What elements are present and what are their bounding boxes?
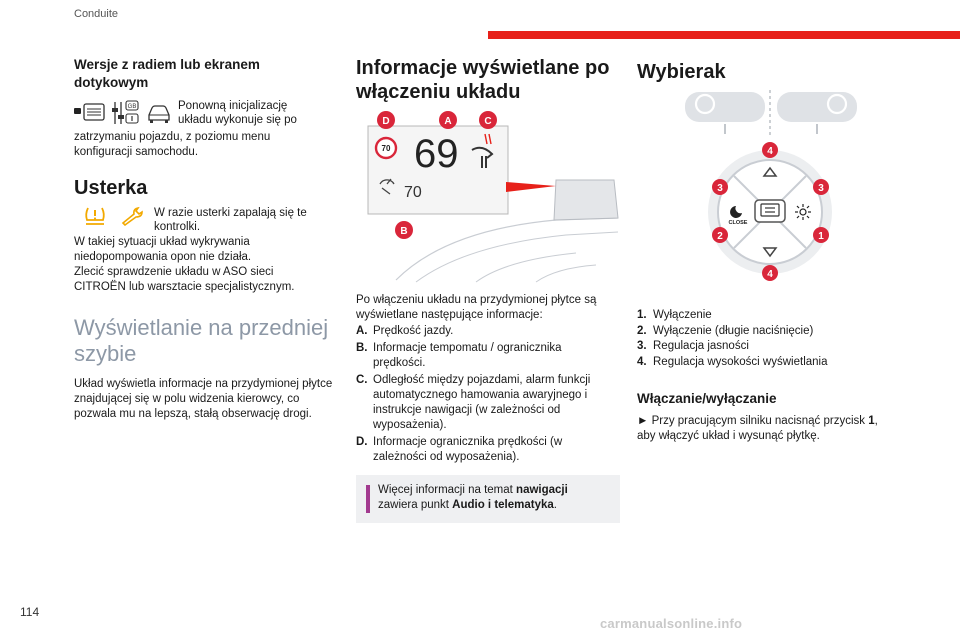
car-icon <box>146 102 172 124</box>
selector-label-2 <box>712 227 728 243</box>
selector-label-4-top <box>762 142 778 158</box>
radio-icons-row <box>74 100 342 127</box>
svg-text:C: C <box>484 116 492 127</box>
radio-heading: Wersje z radiem lub ekranem dotykowym <box>74 57 260 90</box>
note-box <box>356 475 620 523</box>
svg-text:4: 4 <box>767 146 773 157</box>
link-navigation: nawigacji <box>516 484 568 496</box>
tyre-pressure-warning-icon <box>84 206 106 226</box>
header-accent-bar <box>488 31 960 39</box>
label-c <box>479 111 497 129</box>
svg-text:2: 2 <box>717 231 723 242</box>
watermark: carmanualsonline.info <box>600 616 743 631</box>
list-item: A. Prędkość jazdy. <box>356 325 454 337</box>
svg-text:GB: GB <box>127 104 137 110</box>
svg-text:A: A <box>444 116 452 127</box>
selector-label-3-right <box>813 179 829 195</box>
selector-control-diagram <box>637 142 903 282</box>
list-item: 4. Regulacja wysokości wyświetlania <box>637 355 828 368</box>
note-text: Więcej informacji na temat nawigacji zawiera punkt Audio i telematyka. <box>378 484 568 511</box>
section-header: Conduite <box>74 8 119 20</box>
limit-sign-value: 70 <box>381 144 391 153</box>
hud-cruise-value: 70 <box>404 184 422 201</box>
svg-text:D: D <box>382 116 390 127</box>
svg-text:1: 1 <box>818 231 824 242</box>
fault-heading: Usterka <box>74 177 148 199</box>
fault-icons-row <box>74 206 342 234</box>
fault-line-2: Zlecić sprawdzenie układu w ASO sieci CITROËN lub warsztacie specjalistycznym. <box>74 266 295 293</box>
display-intro: Po włączeniu układu na przydymionej płytce są wyświetlane następujące informacje: <box>356 294 597 321</box>
radio-icon-text: Ponowną inicjalizację układu wykonuje się po <box>178 100 297 126</box>
selector-heading: Wybierak <box>637 61 726 83</box>
fault-icons <box>74 206 146 226</box>
selector-label-1 <box>813 227 829 243</box>
column-2 <box>356 56 620 523</box>
label-d <box>377 111 395 129</box>
service-wrench-icon <box>120 206 146 226</box>
svg-text:3: 3 <box>818 183 824 194</box>
radio-icons <box>74 100 172 126</box>
close-label: CLOSE <box>728 220 748 226</box>
svg-text:B: B <box>400 226 408 237</box>
list-item: 1. Wyłączenie <box>637 309 712 321</box>
onoff-heading: Włączanie/wyłączanie <box>637 391 777 406</box>
hud-heading: Wyświetlanie na przedniej szybie <box>74 315 329 366</box>
onoff-text: ► Przy pracującym silniku nacisnąć przycisk 1, aby włączyć układ i wysunąć płytkę. <box>637 415 878 442</box>
column-3 <box>637 56 903 444</box>
label-a <box>439 111 457 129</box>
radio-icon <box>74 102 106 124</box>
list-item: 3. Regulacja jasności <box>637 340 749 352</box>
fault-line-1: W takiej sytuacji układ wykrywania niedopompowania opon nie działa. <box>74 236 252 263</box>
list-item: D. Informacje ogranicznika prędkości (w zależności od wyposażenia). <box>356 436 563 463</box>
settings-sliders-icon <box>112 100 140 126</box>
steering-wheel-diagram <box>637 90 903 140</box>
radio-text: zatrzymaniu pojazdu, z poziomu menu konfiguracji samochodu. <box>74 131 271 158</box>
selector-label-4-bottom <box>762 265 778 281</box>
label-b <box>395 221 413 239</box>
note-accent-bar <box>366 485 370 513</box>
selector-label-3-left <box>712 179 728 195</box>
list-item: B. Informacje tempomatu / ogranicznika prędkości. <box>356 342 562 369</box>
list-item: 2. Wyłączenie (długie naciśnięcie) <box>637 324 814 337</box>
list-item: C. Odległość między pojazdami, alarm funkcji automatycznego hamowania awaryjnego i instrukcje nawigacji (w zależności od wyposażenia). <box>356 374 591 431</box>
svg-text:4: 4 <box>767 269 773 280</box>
hud-speed: 69 <box>414 132 459 176</box>
display-info-heading: Informacje wyświetlane po włączeniu układu <box>356 57 610 103</box>
column-1 <box>74 56 342 422</box>
hud-diagram <box>356 110 620 285</box>
selector-functions-list <box>637 308 903 370</box>
svg-text:3: 3 <box>717 183 723 194</box>
display-items-list <box>356 324 620 465</box>
page-number: 114 <box>20 605 40 619</box>
link-audio-telematics: Audio i telematyka <box>452 499 554 511</box>
hud-text: Układ wyświetla informacje na przydymionej płytce znajdującej się w polu widzenia kierowcy, co pozwala mu na lepszą, stałą obserwację drogi. <box>74 378 333 420</box>
fault-icon-text: W razie usterki zapalają się te kontrolki. <box>154 207 307 233</box>
